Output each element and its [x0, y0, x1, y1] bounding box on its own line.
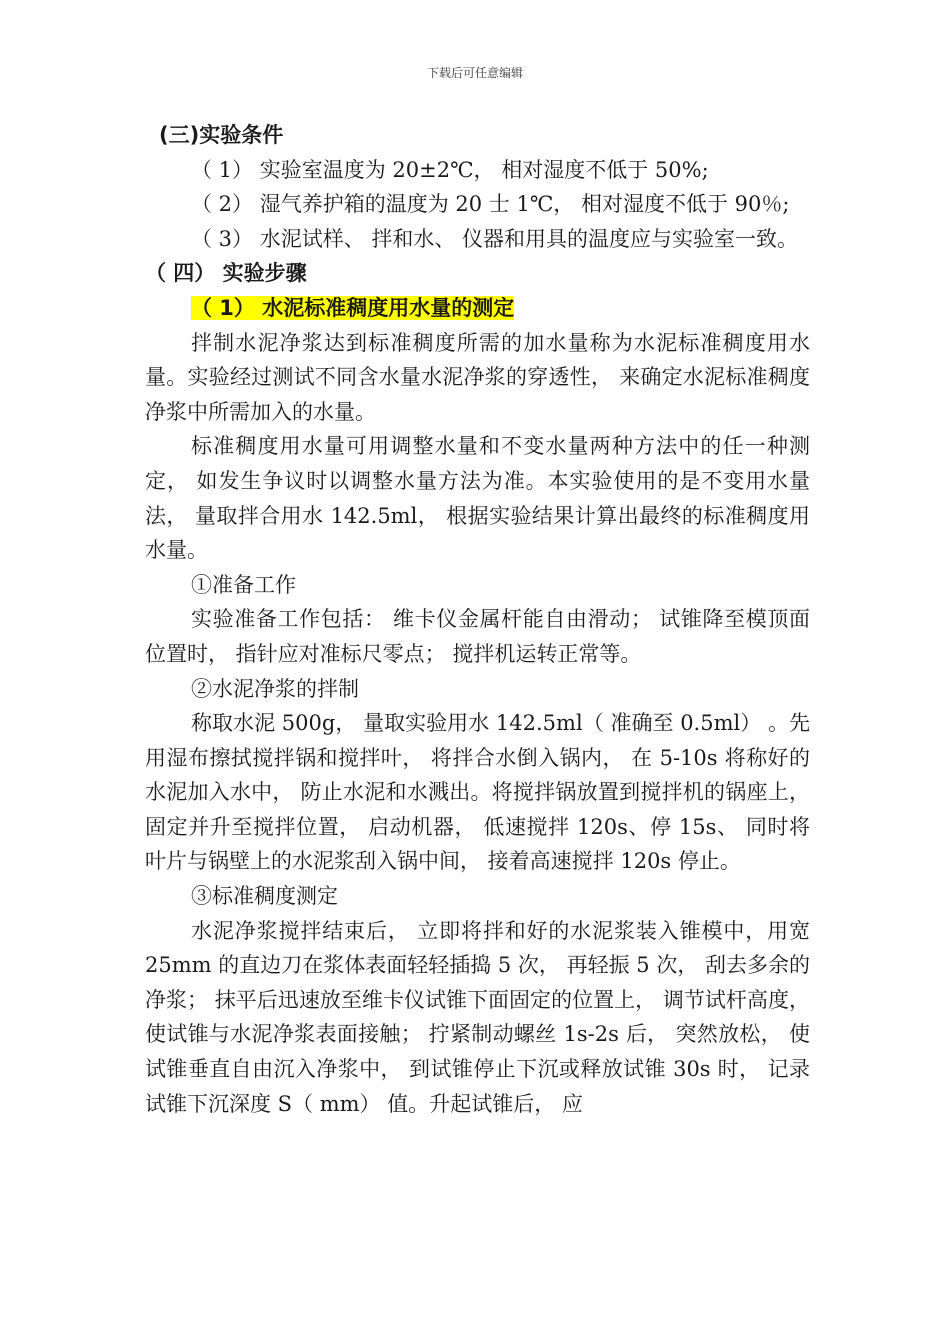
paragraph-measurement: 水泥净浆搅拌结束后， 立即将拌和好的水泥浆装入锥模中，用宽 25mm 的直边刀在浆体表面轻轻插捣 5 次， 再轻振 5 次， 刮去多余的净浆； 抹平后迅速放至维卡仪试锥下面固定的位置上， 调节试杆高度， 使试锥与水泥净浆表面接触； 拧紧制动螺丝 1s-2s 后， 突然放松， 使试锥垂直自由沉入净浆中， 到试锥停止下沉或释放试锥 30s 时， 记录试锥下沉深度 S（ mm） 值。升起试锥后， 应	[145, 918, 810, 1116]
step-title-preparation: ①准备工作	[191, 572, 296, 597]
condition-2: （ 2） 湿气养护箱的温度为 20 士 1℃， 相对湿度不低于 90％;	[191, 192, 790, 217]
step-title-mixing: ②水泥净浆的拌制	[191, 676, 359, 701]
condition-3: （ 3） 水泥试样、 拌和水、 仪器和用具的温度应与实验室一致。	[191, 226, 799, 251]
section-title-conditions: (三)实验条件	[159, 123, 284, 147]
paragraph-method: 标准稠度用水量可用调整水量和不变水量两种方法中的任一种测定， 如发生争议时以调整水量方法为准。本实验使用的是不变用水量法， 量取拌合用水 142.5ml， 根据实验结果计算出最终的标准稠度用水量。	[145, 434, 810, 563]
step-title-measurement: ③标准稠度测定	[191, 884, 338, 909]
paragraph-preparation: 实验准备工作包括： 维卡仪金属杆能自由滑动； 试锥降至模顶面位置时， 指针应对准标尺零点； 搅拌机运转正常等。	[145, 607, 810, 666]
highlighted-title-text: （ 1） 水泥标准稠度用水量的测定	[191, 295, 515, 320]
page-header: 下载后可任意编辑	[426, 66, 523, 80]
subsection-title-water-demand	[145, 291, 810, 326]
paragraph-mixing: 称取水泥 500g， 量取实验用水 142.5ml（ 准确至 0.5ml） 。先用湿布擦拭搅拌锅和搅拌叶， 将拌合水倒入锅内， 在 5-10s 将称好的水泥加入水中， 防止水泥和水溅出。将搅拌锅放置到搅拌机的锅座上， 固定并升至搅拌位置， 启动机器， 低速搅拌 120s、停 15s、 同时将叶片与锅壁上的水泥浆刮入锅中间， 接着高速搅拌 120s 停止。	[145, 711, 810, 874]
section-title-steps: （ 四） 实验步骤	[145, 261, 307, 286]
document-body	[145, 118, 810, 1121]
paragraph-definition: 拌制水泥净浆达到标准稠度所需的加水量称为水泥标准稠度用水量。实验经过测试不同含水量水泥净浆的穿透性， 来确定水泥标准稠度净浆中所需加入的水量。	[145, 330, 810, 424]
condition-1: （ 1） 实验室温度为 20±2℃， 相对湿度不低于 50%;	[191, 157, 709, 182]
